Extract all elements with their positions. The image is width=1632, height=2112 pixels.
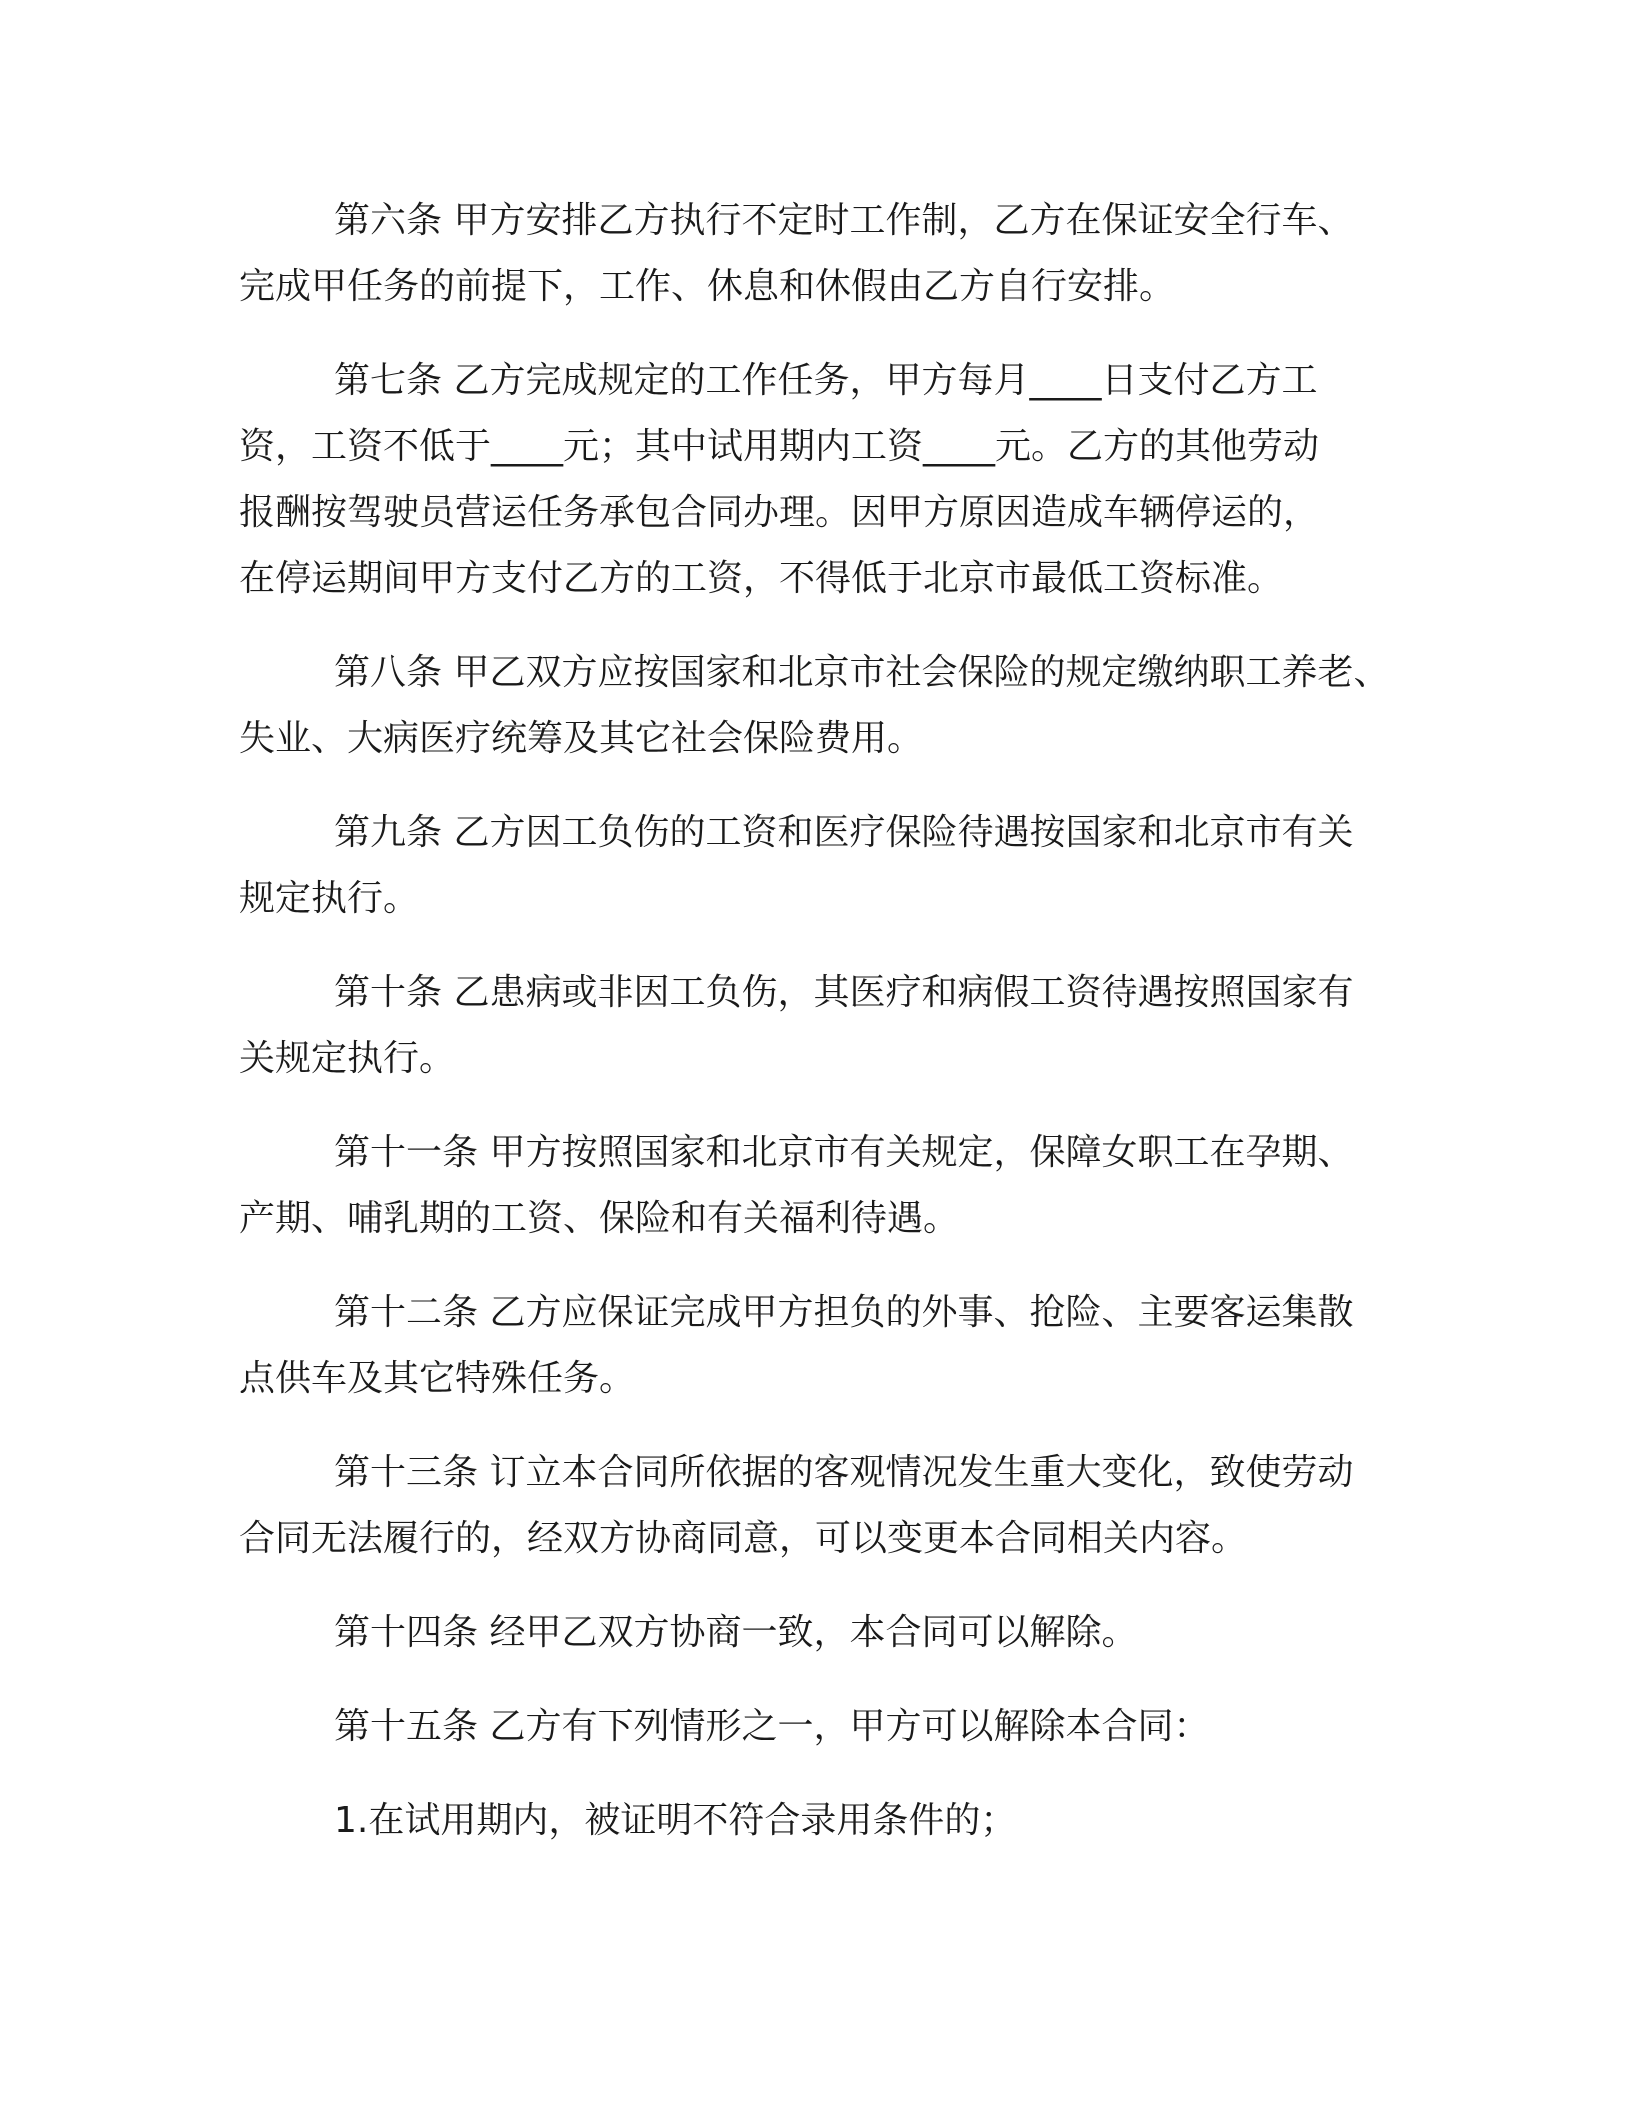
- article-7-line-3: 报酬按驾驶员营运任务承包合同办理。因甲方原因造成车辆停运的，: [239, 492, 1320, 533]
- article-15-item-1: [239, 1788, 1409, 1854]
- article-12-line-2: 点供车及其它特殊任务。: [239, 1358, 636, 1399]
- article-8: [239, 640, 1409, 772]
- article-9-line-2: 规定执行。: [239, 878, 420, 919]
- article-7: [239, 348, 1409, 612]
- article-15-line-1: 第十五条 乙方有下列情形之一，甲方可以解除本合同：: [334, 1706, 1210, 1747]
- article-12: [239, 1280, 1409, 1412]
- article-14-line-1: 第十四条 经甲乙双方协商一致，本合同可以解除。: [334, 1612, 1138, 1653]
- article-6-line-2: 完成甲任务的前提下，工作、休息和休假由乙方自行安排。: [239, 266, 1176, 307]
- article-6: [239, 188, 1409, 320]
- article-8-line-2: 失业、大病医疗统筹及其它社会保险费用。: [239, 718, 924, 759]
- article-11: [239, 1120, 1409, 1252]
- article-13-line-1: 第十三条 订立本合同所依据的客观情况发生重大变化，致使劳动: [334, 1452, 1354, 1493]
- article-15: [239, 1694, 1409, 1760]
- article-10: [239, 960, 1409, 1092]
- article-14: [239, 1600, 1409, 1666]
- article-7-line-2: 资，工资不低于____元；其中试用期内工资____元。乙方的其他劳动: [239, 426, 1320, 467]
- article-12-line-1: 第十二条 乙方应保证完成甲方担负的外事、抢险、主要客运集散: [334, 1292, 1354, 1333]
- article-11-line-2: 产期、哺乳期的工资、保险和有关福利待遇。: [239, 1198, 960, 1239]
- article-9: [239, 800, 1409, 932]
- article-7-line-1: 第七条 乙方完成规定的工作任务，甲方每月____日支付乙方工: [334, 360, 1318, 401]
- article-10-line-2: 关规定执行。: [239, 1038, 456, 1079]
- document-body: [239, 188, 1409, 1882]
- article-8-line-1: 第八条 甲乙双方应按国家和北京市社会保险的规定缴纳职工养老、: [334, 652, 1390, 693]
- article-13: [239, 1440, 1409, 1572]
- article-13-line-2: 合同无法履行的，经双方协商同意，可以变更本合同相关内容。: [239, 1518, 1248, 1559]
- article-11-line-1: 第十一条 甲方按照国家和北京市有关规定，保障女职工在孕期、: [334, 1132, 1354, 1173]
- article-15-item-1-line-1: 1.在试用期内，被证明不符合录用条件的；: [334, 1800, 1017, 1841]
- article-9-line-1: 第九条 乙方因工负伤的工资和医疗保险待遇按国家和北京市有关: [334, 812, 1354, 853]
- article-10-line-1: 第十条 乙患病或非因工负伤，其医疗和病假工资待遇按照国家有: [334, 972, 1354, 1013]
- article-7-line-4: 在停运期间甲方支付乙方的工资，不得低于北京市最低工资标准。: [239, 558, 1284, 599]
- article-6-line-1: 第六条 甲方安排乙方执行不定时工作制，乙方在保证安全行车、: [334, 200, 1354, 241]
